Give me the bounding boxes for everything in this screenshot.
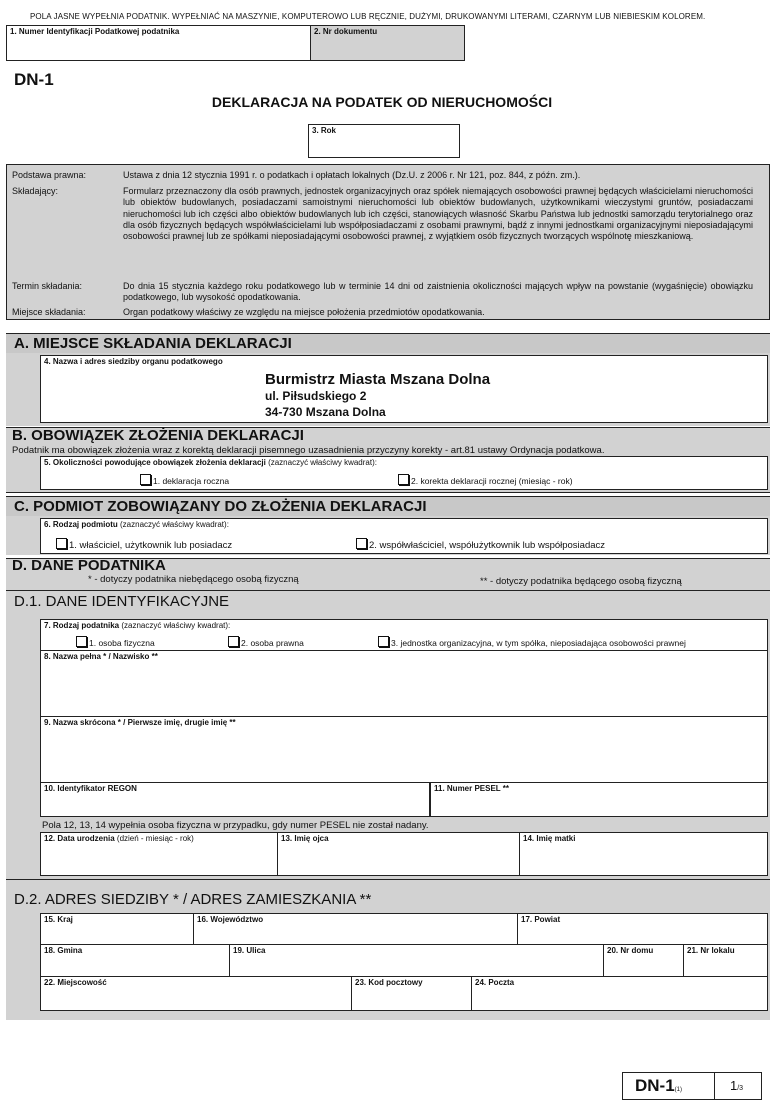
house-number-field[interactable] [604,945,684,977]
postal-code-label: 23. Kod pocztowy [355,978,423,987]
page-number: 1/3 [730,1078,744,1093]
checkbox-icon[interactable] [140,474,151,485]
voivodeship-label: 16. Województwo [197,915,264,924]
house-number-label: 20. Nr domu [607,946,654,955]
place-value: Organ podatkowy właściwy ze względu na miejsce położenia przedmiotów opodatkowania. [123,307,485,317]
full-name-field[interactable] [40,651,768,717]
natural-person-note: ** - dotyczy podatnika będącego osobą fizyczną [480,576,682,587]
birth-date-field[interactable] [40,832,278,876]
option-co-owner[interactable]: 2. współwłaściciel, współużytkownik lub współposiadacz [356,538,605,551]
section-b-note: Podatnik ma obowiązek złożenia wraz z korektą deklaracji pisemnego uzasadnienia przyczyny korekty - art.81 ustawy Ordynacja podatkowa. [12,445,605,456]
year-label: 3. Rok [312,126,337,135]
section-a-header [6,333,770,355]
city-field[interactable] [40,977,352,1011]
legal-basis-key: Podstawa prawna: [12,170,87,180]
street-label: 19. Ulica [233,946,266,955]
tax-office-name: Burmistrz Miasta Mszana Dolna [265,371,491,388]
checkbox-icon[interactable] [228,636,239,647]
post-office-field[interactable] [472,977,768,1011]
nip-field[interactable] [6,25,310,61]
entity-type-label: 6. Rodzaj podmiotu (zaznaczyć właściwy kwadrat): [44,520,229,529]
legal-person-note: * - dotyczy podatnika niebędącego osobą fizyczną [88,574,299,585]
voivodeship-field[interactable] [194,913,518,945]
county-label: 17. Powiat [521,915,561,924]
checkbox-icon[interactable] [56,538,67,549]
section-a-title: A. MIEJSCE SKŁADANIA DEKLARACJI [14,335,292,352]
birth-date-label: 12. Data urodzenia (dzień - miesiąc - rok) [44,834,194,843]
page-title: DEKLARACJA NA PODATEK OD NIERUCHOMOŚCI [211,94,553,110]
mother-name-field[interactable] [520,832,768,876]
postal-code-field[interactable] [352,977,472,1011]
regon-field[interactable] [40,783,430,817]
post-office-label: 24. Poczta [475,978,515,987]
form-code: DN-1 [14,70,54,89]
mother-name-label: 14. Imię matki [523,834,576,843]
option-natural-person[interactable]: 1. osoba fizyczna [76,636,155,648]
pesel-note: Pola 12, 13, 14 wypełnia osoba fizyczna w przypadku, gdy numer PESEL nie został nadany. [42,820,429,831]
option-annual-declaration[interactable]: 1. deklaracja roczna [140,474,229,486]
submitter-value: Formularz przeznaczony dla osób prawnych, jednostek organizacyjnych oraz spółek niemających osobowości prawnej będących właścicielami nieruchomości lub obiektów budowlanych, posiadaczami samoistnymi nieruchomości lub obiektów budowlanych, użytkownikami wieczystymi gruntów, posiadaczami nieruchomości lub ich części albo obiektów budowlanych lub ich części, stanowiących własność Skarbu Państwa lub jednostki samorządu terytorialnego oraz dla osób fizycznych będących współwłaścicielami lub współposiadaczami z osobami prawnymi, bądź z innymi jednostkami organizacyjnymi nieposiadającymi osobowości prawnej lub ze spółkami nieposiadającymi osobowości prawnej, z wyjątkiem osób fizycznych tworzących wspólnotę mieszkaniową. [123,186,753,242]
section-c-title: C. PODMIOT ZOBOWIĄZANY DO ZŁOŻENIA DEKLARACJI [14,498,427,515]
father-name-label: 13. Imię ojca [281,834,329,843]
street-field[interactable] [230,945,604,977]
county-field[interactable] [518,913,768,945]
pesel-label: 11. Numer PESEL ** [434,784,509,793]
checkbox-icon[interactable] [356,538,367,549]
father-name-field[interactable] [278,832,520,876]
regon-label: 10. Identyfikator REGON [44,784,137,793]
option-legal-person[interactable]: 2. osoba prawna [228,636,304,648]
deadline-key: Termin składania: [12,281,83,291]
tax-office-field [40,355,768,423]
city-label: 22. Miejscowość [44,978,107,987]
full-name-label: 8. Nazwa pełna * / Nazwisko ** [44,652,158,661]
year-field[interactable] [308,124,460,158]
tax-office-city: 34-730 Mszana Dolna [265,405,386,419]
footer-divider [714,1072,715,1100]
section-b-title: B. OBOWIĄZEK ZŁOŻENIA DEKLARACJI [12,427,304,444]
deadline-value: Do dnia 15 stycznia każdego roku podatkowego lub w terminie 14 dni od zaistnienia okoliczności mających wpływ na powstanie (wygaśnięcie) obowiązku podatkowego, lub wysokość opodatkowania. [123,281,753,302]
commune-field[interactable] [40,945,230,977]
submitter-key: Składający: [12,186,59,196]
checkbox-icon[interactable] [76,636,87,647]
short-name-label: 9. Nazwa skrócona * / Pierwsze imię, drugie imię ** [44,718,236,727]
document-number-label: 2. Nr dokumentu [314,27,378,36]
tax-office-label: 4. Nazwa i adres siedziby organu podatkowego [44,357,223,366]
header-instruction: POLA JASNE WYPEŁNIA PODATNIK. WYPEŁNIAĆ NA MASZYNIE, KOMPUTEROWO LUB RĘCZNIE, DUŻYMI, DRUKOWANYMI LITERAMI, CZARNYM LUB NIEBIESKIM KOLOREM. [30,12,706,21]
pesel-field[interactable] [430,783,768,817]
short-name-field[interactable] [40,717,768,783]
option-organizational-unit[interactable]: 3. jednostka organizacyjna, w tym spółka, nieposiadająca osobowości prawnej [378,636,686,648]
option-correction[interactable]: 2. korekta deklaracji rocznej (miesiąc - rok) [398,474,573,486]
document-number-field [310,25,465,61]
section-d-title: D. DANE PODATNIKA [12,557,166,574]
tax-office-street: ul. Piłsudskiego 2 [265,389,367,403]
commune-label: 18. Gmina [44,946,83,955]
legal-basis-value: Ustawa z dnia 12 stycznia 1991 r. o podatkach i opłatach lokalnych (Dz.U. z 2006 r. Nr 121, poz. 844, z późn. zm.). [123,170,581,180]
section-d1-title: D.1. DANE IDENTYFIKACYJNE [14,593,230,610]
option-owner[interactable]: 1. właściciel, użytkownik lub posiadacz [56,538,232,551]
country-label: 15. Kraj [44,915,73,924]
place-key: Miejsce składania: [12,307,86,317]
apartment-number-label: 21. Nr lokalu [687,946,735,955]
section-c-header [6,496,770,518]
circumstances-label: 5. Okoliczności powodujące obowiązek złożenia deklaracji (zaznaczyć właściwy kwadrat): [44,458,377,467]
nip-label: 1. Numer Identyfikacji Podatkowej podatnika [10,27,180,36]
apartment-number-field[interactable] [684,945,768,977]
country-field[interactable] [40,913,194,945]
checkbox-icon[interactable] [398,474,409,485]
checkbox-icon[interactable] [378,636,389,647]
section-d2-title: D.2. ADRES SIEDZIBY * / ADRES ZAMIESZKANIA ** [14,891,372,908]
footer-form-code: DN-1(1) [635,1076,683,1095]
taxpayer-type-label: 7. Rodzaj podatnika (zaznaczyć właściwy kwadrat): [44,621,231,630]
